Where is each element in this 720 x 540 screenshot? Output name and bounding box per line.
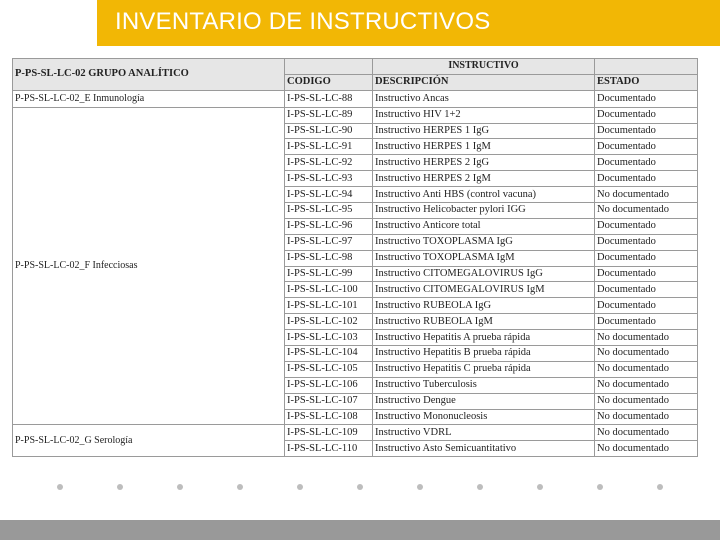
descripcion-cell: Instructivo HERPES 2 IgG (373, 155, 595, 171)
descripcion-cell: Instructivo HERPES 1 IgM (373, 139, 595, 155)
descripcion-header: DESCRIPCIÓN (373, 74, 595, 90)
codigo-cell: I-PS-SL-LC-106 (285, 377, 373, 393)
estado-cell: Documentado (595, 218, 698, 234)
estado-cell: Documentado (595, 314, 698, 330)
estado-cell: Documentado (595, 171, 698, 187)
descripcion-cell: Instructivo Hepatitis B prueba rápida (373, 346, 595, 362)
pager-dot (357, 484, 363, 490)
estado-cell: Documentado (595, 139, 698, 155)
codigo-cell: I-PS-SL-LC-108 (285, 409, 373, 425)
descripcion-cell: Instructivo CITOMEGALOVIRUS IgG (373, 266, 595, 282)
descripcion-cell: Instructivo HERPES 1 IgG (373, 123, 595, 139)
instructivos-table (12, 58, 698, 457)
codigo-cell: I-PS-SL-LC-90 (285, 123, 373, 139)
table-row (13, 425, 698, 441)
footer-bar (0, 520, 720, 540)
codigo-cell: I-PS-SL-LC-103 (285, 330, 373, 346)
group-name: P-PS-SL-LC-02_F Infecciosas (13, 107, 285, 425)
estado-cell: No documentado (595, 187, 698, 203)
codigo-cell: I-PS-SL-LC-109 (285, 425, 373, 441)
estado-cell: No documentado (595, 409, 698, 425)
estado-cell: No documentado (595, 346, 698, 362)
estado-cell: No documentado (595, 441, 698, 457)
descripcion-cell: Instructivo TOXOPLASMA IgG (373, 234, 595, 250)
codigo-cell: I-PS-SL-LC-100 (285, 282, 373, 298)
estado-cell: Documentado (595, 107, 698, 123)
descripcion-cell: Instructivo Hepatitis C prueba rápida (373, 361, 595, 377)
pager-dot (117, 484, 123, 490)
estado-cell: No documentado (595, 361, 698, 377)
codigo-cell: I-PS-SL-LC-99 (285, 266, 373, 282)
codigo-cell: I-PS-SL-LC-101 (285, 298, 373, 314)
estado-cell: Documentado (595, 234, 698, 250)
estado-cell: No documentado (595, 377, 698, 393)
descripcion-cell: Instructivo Hepatitis A prueba rápida (373, 330, 595, 346)
group-name: P-PS-SL-LC-02_E Inmunología (13, 90, 285, 107)
codigo-cell: I-PS-SL-LC-94 (285, 187, 373, 203)
estado-cell: No documentado (595, 425, 698, 441)
estado-cell: Documentado (595, 90, 698, 107)
descripcion-cell: Instructivo Helicobacter pylori IGG (373, 203, 595, 219)
descripcion-cell: Instructivo RUBEOLA IgG (373, 298, 595, 314)
estado-cell: Documentado (595, 282, 698, 298)
pager-dot (477, 484, 483, 490)
page-title: INVENTARIO DE INSTRUCTIVOS (115, 8, 491, 35)
estado-cell: Documentado (595, 250, 698, 266)
estado-cell: Documentado (595, 266, 698, 282)
group-name: P-PS-SL-LC-02_G Serología (13, 425, 285, 457)
estado-cell: No documentado (595, 330, 698, 346)
codigo-header: CODIGO (285, 74, 373, 90)
estado-cell: No documentado (595, 393, 698, 409)
codigo-cell: I-PS-SL-LC-105 (285, 361, 373, 377)
descripcion-cell: Instructivo HERPES 2 IgM (373, 171, 595, 187)
pager-dot (417, 484, 423, 490)
codigo-cell: I-PS-SL-LC-104 (285, 346, 373, 362)
descripcion-cell: Instructivo HIV 1+2 (373, 107, 595, 123)
descripcion-cell: Instructivo Dengue (373, 393, 595, 409)
descripcion-cell: Instructivo VDRL (373, 425, 595, 441)
group-column-header: P-PS-SL-LC-02 GRUPO ANALÍTICO (13, 59, 285, 91)
descripcion-cell: Instructivo Asto Semicuantitativo (373, 441, 595, 457)
codigo-cell: I-PS-SL-LC-98 (285, 250, 373, 266)
pager-dot (597, 484, 603, 490)
codigo-cell: I-PS-SL-LC-91 (285, 139, 373, 155)
header-row-1 (13, 59, 698, 75)
descripcion-cell: Instructivo TOXOPLASMA IgM (373, 250, 595, 266)
codigo-cell: I-PS-SL-LC-107 (285, 393, 373, 409)
codigo-cell: I-PS-SL-LC-96 (285, 218, 373, 234)
pager-dot (537, 484, 543, 490)
descripcion-cell: Instructivo Tuberculosis (373, 377, 595, 393)
descripcion-cell: Instructivo Ancas (373, 90, 595, 107)
table-row (13, 107, 698, 123)
pager-dot (237, 484, 243, 490)
estado-header: ESTADO (595, 74, 698, 90)
codigo-cell: I-PS-SL-LC-93 (285, 171, 373, 187)
codigo-cell: I-PS-SL-LC-110 (285, 441, 373, 457)
codigo-cell: I-PS-SL-LC-97 (285, 234, 373, 250)
descripcion-cell: Instructivo Mononucleosis (373, 409, 595, 425)
estado-cell: Documentado (595, 155, 698, 171)
codigo-cell: I-PS-SL-LC-102 (285, 314, 373, 330)
descripcion-cell: Instructivo RUBEOLA IgM (373, 314, 595, 330)
descripcion-cell: Instructivo CITOMEGALOVIRUS IgM (373, 282, 595, 298)
pager-dot (657, 484, 663, 490)
instructivo-header: INSTRUCTIVO (373, 59, 595, 75)
codigo-cell: I-PS-SL-LC-88 (285, 90, 373, 107)
codigo-cell: I-PS-SL-LC-95 (285, 203, 373, 219)
codigo-cell: I-PS-SL-LC-92 (285, 155, 373, 171)
pager-dot (177, 484, 183, 490)
estado-cell: Documentado (595, 123, 698, 139)
descripcion-cell: Instructivo Anticore total (373, 218, 595, 234)
pager-dots (0, 484, 720, 494)
codigo-cell: I-PS-SL-LC-89 (285, 107, 373, 123)
table-row (13, 90, 698, 107)
descripcion-cell: Instructivo Anti HBS (control vacuna) (373, 187, 595, 203)
estado-cell: No documentado (595, 203, 698, 219)
pager-dot (297, 484, 303, 490)
estado-cell: Documentado (595, 298, 698, 314)
pager-dot (57, 484, 63, 490)
